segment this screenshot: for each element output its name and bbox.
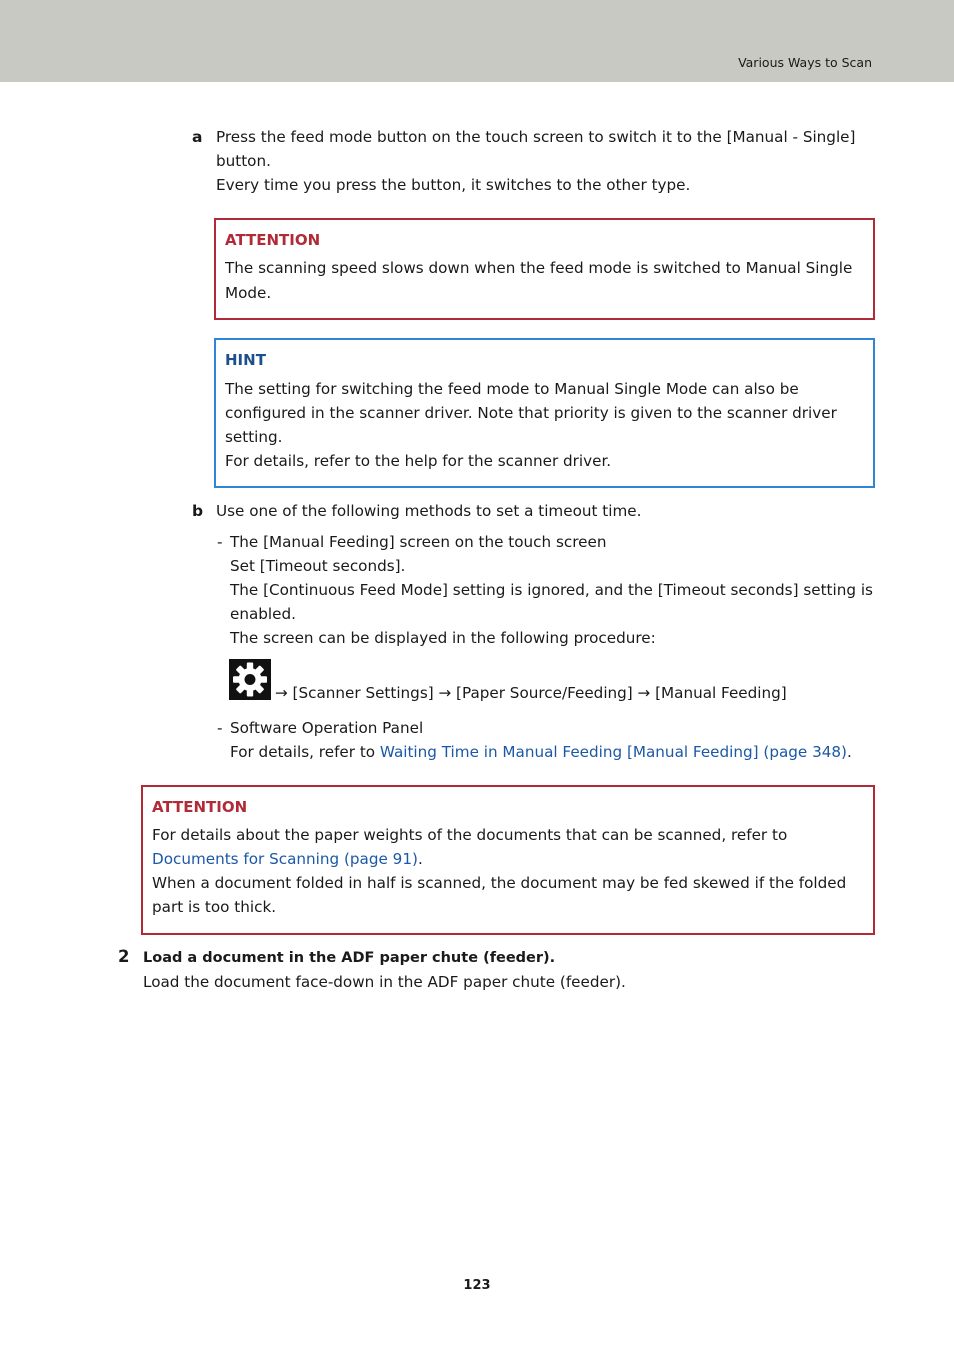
method-1-line-5: The screen can be displayed in the following procedure: xyxy=(230,629,656,647)
method-2-detail xyxy=(230,740,852,764)
step-b-intro: Use one of the following methods to set a timeout time. xyxy=(216,502,642,520)
header-band xyxy=(0,0,954,82)
step-a-line-3: Every time you press the button, it switches to the other type. xyxy=(216,176,691,194)
method-1-line-3: The [Continuous Feed Mode] setting is ignored, and the [Timeout seconds] setting is xyxy=(230,581,873,599)
documents-for-scanning-link[interactable]: Documents for Scanning (page 91) xyxy=(152,850,418,868)
method-2-text-after: . xyxy=(847,743,852,761)
attention-title-1: ATTENTION xyxy=(225,231,321,249)
hint-title: HINT xyxy=(225,351,266,369)
header-title: Various Ways to Scan xyxy=(738,55,872,70)
method-2-text-before: For details, refer to xyxy=(230,743,380,761)
attention-1-line-1: The scanning speed slows down when the feed mode is switched to Manual Single xyxy=(225,259,853,277)
step-2-number: 2 xyxy=(118,947,130,966)
attention-2-line-4: part is too thick. xyxy=(152,898,277,916)
step-a-line-2: button. xyxy=(216,152,271,170)
step-a-line-1: Press the feed mode button on the touch screen to switch it to the [Manual - Single] xyxy=(216,128,856,146)
hint-line-2: configured in the scanner driver. Note that priority is given to the scanner driver xyxy=(225,404,837,422)
waiting-time-link[interactable]: Waiting Time in Manual Feeding [Manual Feeding] (page 348) xyxy=(379,743,847,761)
step-a-marker: a xyxy=(192,128,203,146)
step-2-text: Load the document face-down in the ADF paper chute (feeder). xyxy=(143,973,626,991)
attention-box-1 xyxy=(214,218,875,320)
attention-2-line-1: For details about the paper weights of the documents that can be scanned, refer to xyxy=(152,826,788,844)
method-1-dash: - xyxy=(217,533,223,551)
step-b-marker: b xyxy=(192,502,204,520)
hint-line-1: The setting for switching the feed mode to Manual Single Mode can also be xyxy=(225,380,799,398)
attention-2-link-after: . xyxy=(417,850,423,868)
attention-1-line-2: Mode. xyxy=(225,284,272,302)
hint-line-3: setting. xyxy=(225,428,283,446)
method-1-line-2: Set [Timeout seconds]. xyxy=(230,557,406,575)
method-1-line-1: The [Manual Feeding] screen on the touch screen xyxy=(230,533,607,551)
step-2-title: Load a document in the ADF paper chute (feeder). xyxy=(143,950,556,966)
hint-line-4: For details, refer to the help for the scanner driver. xyxy=(225,452,612,470)
procedure-path: → [Scanner Settings] → [Paper Source/Feeding] → [Manual Feeding] xyxy=(275,684,787,702)
gear-icon xyxy=(229,659,271,700)
attention-title-2: ATTENTION xyxy=(152,798,248,816)
attention-2-line-2 xyxy=(152,847,423,871)
attention-box-2 xyxy=(141,785,875,935)
hint-box xyxy=(214,338,875,488)
method-2-title: Software Operation Panel xyxy=(230,719,424,737)
attention-2-line-3: When a document folded in half is scanned, the document may be fed skewed if the folded xyxy=(152,874,847,892)
method-1-line-4: enabled. xyxy=(230,605,296,623)
page-number: 123 xyxy=(463,1278,491,1293)
method-2-dash: - xyxy=(217,719,223,737)
